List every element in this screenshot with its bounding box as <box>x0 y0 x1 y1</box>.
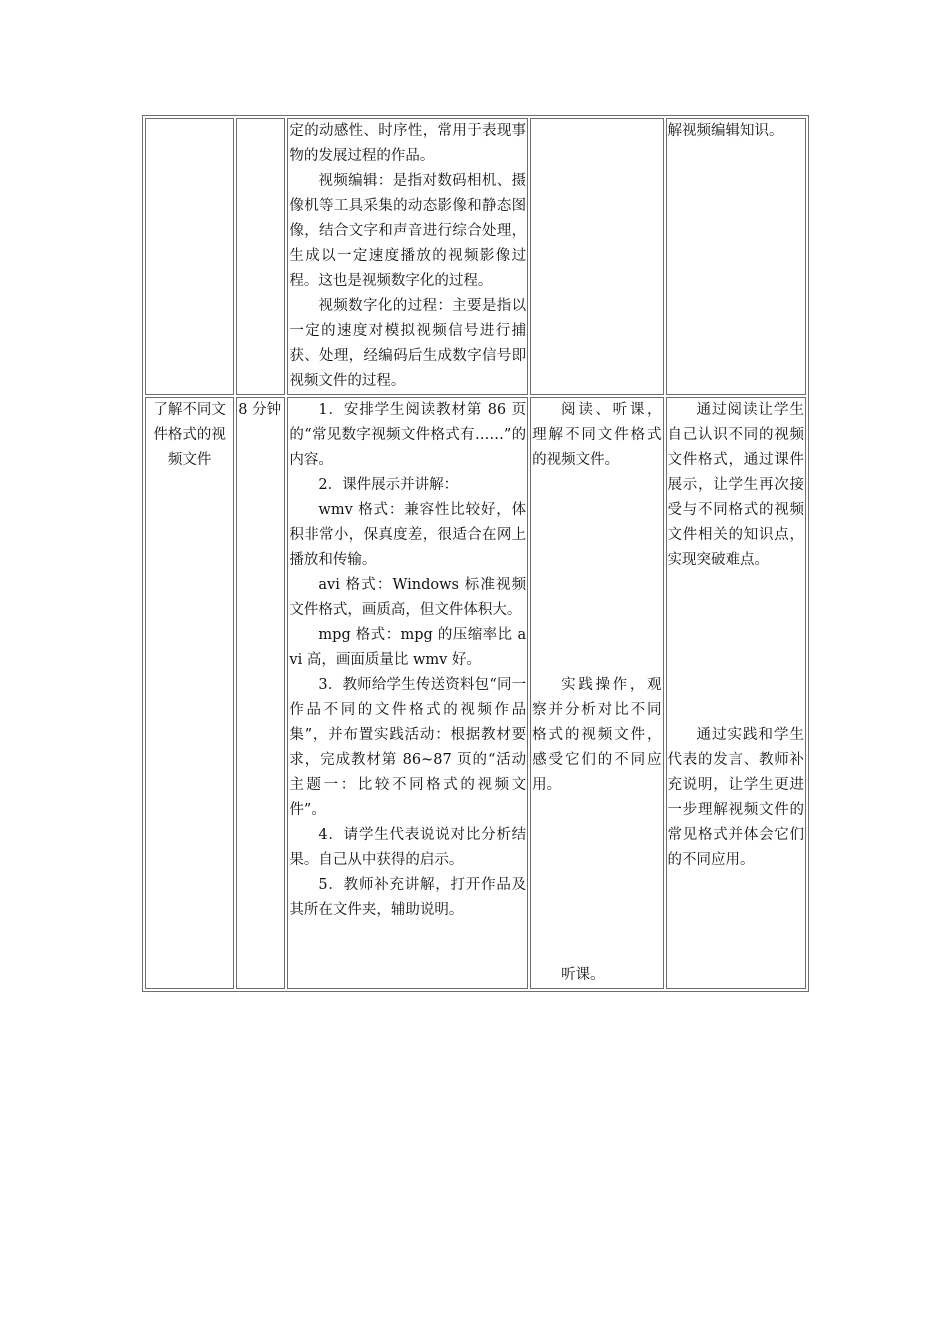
teacher-activity-cell <box>287 397 528 989</box>
intent-paragraph: 通过实践和学生代表的发言、教师补充说明，让学生更进一步理解视频文件的常见格式并体会它们的不同应用。 <box>667 727 804 868</box>
design-intent-cell <box>666 118 806 395</box>
teacher-paragraph: 定的动感性、时序性，常用于表现事物的发展过程的作品。 <box>289 123 527 164</box>
student-paragraph: 阅读、听课，理解不同文件格式的视频文件。 <box>532 402 662 468</box>
teacher-paragraph: wmv 格式：兼容性比较好，体积非常小，保真度差，很适合在网上播放和传输。 <box>289 502 527 568</box>
student-activity-cell <box>530 397 663 989</box>
student-activity-cell <box>530 118 663 395</box>
topic-cell: 了解不同文件格式的视频文件 <box>145 397 234 989</box>
time-cell: 8 分钟 <box>236 397 285 989</box>
teacher-paragraph: 4．请学生代表说说对比分析结果。自己从中获得的启示。 <box>289 827 527 868</box>
teacher-paragraph: 5．教师补充讲解，打开作品及其所在文件夹，辅助说明。 <box>289 877 527 918</box>
teacher-activity-cell <box>287 118 528 395</box>
student-paragraph: 实践操作，观察并分析对比不同格式的视频文件，感受它们的不同应用。 <box>532 677 662 793</box>
design-intent-cell <box>666 397 806 989</box>
table-row <box>145 397 806 989</box>
intent-paragraph: 解视频编辑知识。 <box>667 123 784 139</box>
intent-paragraph: 通过阅读让学生自己认识不同的视频文件格式，通过课件展示，让学生再次接受与不同格式的视频文件相关的知识点，实现突破难点。 <box>667 402 804 568</box>
teacher-paragraph: 1．安排学生阅读教材第 86 页的“常见数字视频文件格式有……”的内容。 <box>289 402 527 468</box>
time-cell <box>236 118 285 395</box>
teacher-paragraph: avi 格式：Windows 标准视频文件格式，画质高，但文件体积大。 <box>289 577 527 618</box>
teacher-paragraph: mpg 格式：mpg 的压缩率比 avi 高，画面质量比 wmv 好。 <box>289 627 527 668</box>
teacher-paragraph: 3．教师给学生传送资料包“同一作品不同的文件格式的视频作品集”，并布置实践活动：根据教材要求，完成教材第 86~87 页的“活动主题一：比较不同格式的视频文件”。 <box>289 677 527 818</box>
teacher-paragraph: 视频编辑：是指对数码相机、摄像机等工具采集的动态影像和静态图像，结合文字和声音进行综合处理，生成以一定速度播放的视频影像过程。这也是视频数字化的过程。 <box>289 173 527 289</box>
teacher-paragraph: 2．课件展示并讲解： <box>318 477 459 493</box>
lesson-plan-table <box>142 115 809 992</box>
student-paragraph: 听课。 <box>561 967 605 983</box>
table-row <box>145 118 806 395</box>
topic-cell <box>145 118 234 395</box>
teacher-paragraph: 视频数字化的过程：主要是指以一定的速度对模拟视频信号进行捕获、处理，经编码后生成数字信号即视频文件的过程。 <box>289 298 527 389</box>
